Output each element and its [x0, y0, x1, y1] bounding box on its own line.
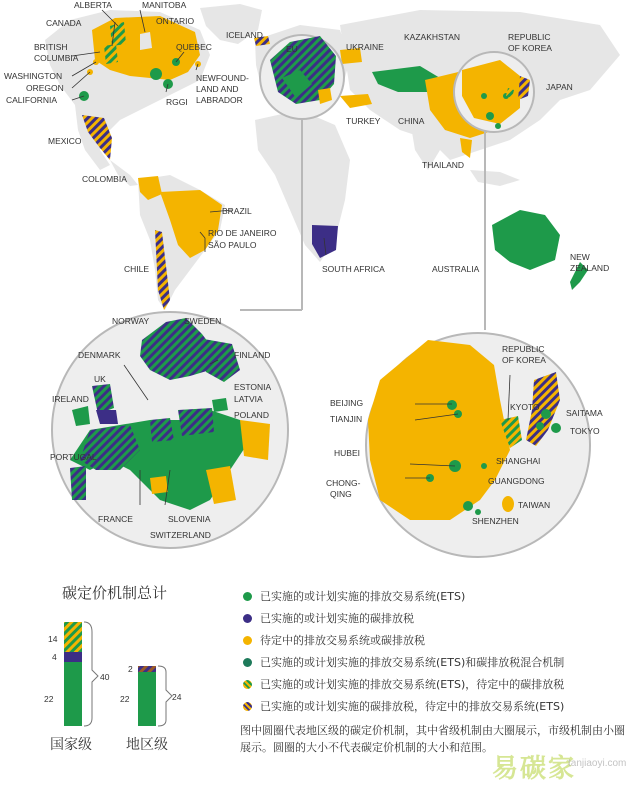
label-finland: FINLAND [234, 350, 271, 360]
label-ontario: ONTARIO [156, 16, 195, 26]
label-shenzhen: SHENZHEN [472, 516, 519, 526]
label-chongqing-2: QING [330, 489, 352, 499]
label-south-africa: SOUTH AFRICA [322, 264, 385, 274]
legend-item-tax: 已实施的或计划实施的碳排放税 [260, 612, 414, 625]
summary-bars [64, 622, 172, 726]
label-poland: POLAND [234, 410, 269, 420]
total-regional: 24 [172, 692, 182, 702]
label-eu: EU [286, 44, 298, 54]
label-newfoundland-3: LABRADOR [196, 95, 243, 105]
summary-title: 碳定价机制总计 [62, 584, 168, 602]
label-hubei: HUBEI [334, 448, 360, 458]
label-mexico: MEXICO [48, 136, 82, 146]
label-california: CALIFORNIA [6, 95, 58, 105]
label-saitama: SAITAMA [566, 408, 603, 418]
seg-national-tax: 4 [52, 652, 57, 662]
label-chongqing-1: CHONG- [326, 478, 361, 488]
legend-swatch-tax [243, 614, 252, 623]
label-sweden: SWEDEN [184, 316, 222, 326]
label-rio: RIO DE JANEIRO [208, 228, 277, 238]
label-denmark: DENMARK [78, 350, 121, 360]
legend-item-mixed: 已实施的或计划实施的排放交易系统(ETS)和碳排放税混合机制 [260, 656, 565, 669]
total-national: 40 [100, 672, 110, 682]
summary-regional-label: 地区级 [126, 737, 168, 753]
legend-swatch-pending [243, 636, 252, 645]
label-japan: JAPAN [546, 82, 573, 92]
label-latvia: LATVIA [234, 394, 263, 404]
label-kazakhstan: KAZAKHSTAN [404, 32, 461, 42]
legend-swatch-ets-pending [243, 680, 252, 689]
label-france: FRANCE [98, 514, 133, 524]
label-switzerland: SWITZERLAND [150, 530, 211, 540]
label-ukraine: UKRAINE [346, 42, 384, 52]
label-newfoundland-2: LAND AND [196, 84, 239, 94]
label-rggi: RGGI [166, 97, 188, 107]
label-sao-paulo: SÃO PAULO [208, 240, 257, 250]
watermark-url: tanjiaoyi.com [568, 758, 627, 769]
label-quebec: QUEBEC [176, 42, 212, 52]
label-beijing: BEIJING [330, 398, 364, 408]
label-tokyo: TOKYO [570, 426, 600, 436]
legend-item-tax-pending: 已实施的或计划实施的碳排放税，待定中的排放交易系统(ETS) [260, 700, 565, 713]
label-portugal: PORTUGAL [50, 452, 97, 462]
label-iceland: ICELAND [226, 30, 263, 40]
label-colombia: COLOMBIA [82, 174, 127, 184]
label-brazil: BRAZIL [222, 206, 252, 216]
label-newfoundland-1: NEWFOUND- [196, 73, 249, 83]
legend-swatch-mixed [243, 658, 252, 667]
seg-regional-tax: 2 [128, 664, 133, 674]
label-turkey: TURKEY [346, 116, 381, 126]
legend-swatch-ets [243, 592, 252, 601]
label-republic-of-korea-1: REPUBLIC [508, 32, 551, 42]
label-tianjin: TIANJIN [330, 414, 363, 424]
label-australia: AUSTRALIA [432, 264, 480, 274]
label-kyoto: KYOTO [510, 402, 540, 412]
label-guangdong: GUANGDONG [488, 476, 545, 486]
label-canada: CANADA [46, 18, 82, 28]
watermark-logo [482, 748, 632, 782]
label-alberta: ALBERTA [74, 0, 112, 10]
label-british-columbia-2: COLUMBIA [34, 53, 79, 63]
label-uk: UK [94, 374, 106, 384]
label-republic-of-korea-2: OF KOREA [508, 43, 552, 53]
label-washington: WASHINGTON [4, 71, 63, 81]
watermark-text: 易碳家 [492, 754, 577, 784]
label-slovenia: SLOVENIA [168, 514, 211, 524]
label-taiwan: TAIWAN [518, 500, 551, 510]
label-thailand: THAILAND [422, 160, 465, 170]
label-new-zealand-1: NEW [570, 252, 590, 262]
label-new-zealand-2: ZEALAND [570, 263, 610, 273]
seg-national-ets: 22 [44, 694, 54, 704]
summary-national-label: 国家级 [50, 737, 92, 753]
label-british-columbia-1: BRITISH [34, 42, 68, 52]
seg-national-hatched: 14 [48, 634, 58, 644]
label-norway: NORWAY [112, 316, 150, 326]
label-china: CHINA [398, 116, 425, 126]
seg-regional-ets: 22 [120, 694, 130, 704]
label-estonia: ESTONIA [234, 382, 272, 392]
label-oregon: OREGON [26, 83, 64, 93]
label-rok2-2: OF KOREA [502, 355, 546, 365]
legend-item-ets-pending: 已实施的或计划实施的排放交易系统(ETS)，待定中的碳排放税 [260, 678, 565, 691]
label-chile: CHILE [124, 264, 150, 274]
label-ireland: IRELAND [52, 394, 89, 404]
label-rok2-1: REPUBLIC [502, 344, 545, 354]
footnote: 图中圆圈代表地区级的碳定价机制，其中省级机制由大圈展示，市级机制由小圈展示。圆圈的大小不代表碳定价机制的大小和范围。 [240, 724, 625, 754]
legend-item-ets: 已实施的或计划实施的排放交易系统(ETS) [260, 590, 466, 603]
legend-item-pending: 待定中的排放交易系统或碳排放税 [260, 634, 425, 647]
label-shanghai: SHANGHAI [496, 456, 541, 466]
label-manitoba: MANITOBA [142, 0, 187, 10]
legend-swatch-tax-pending [243, 702, 252, 711]
